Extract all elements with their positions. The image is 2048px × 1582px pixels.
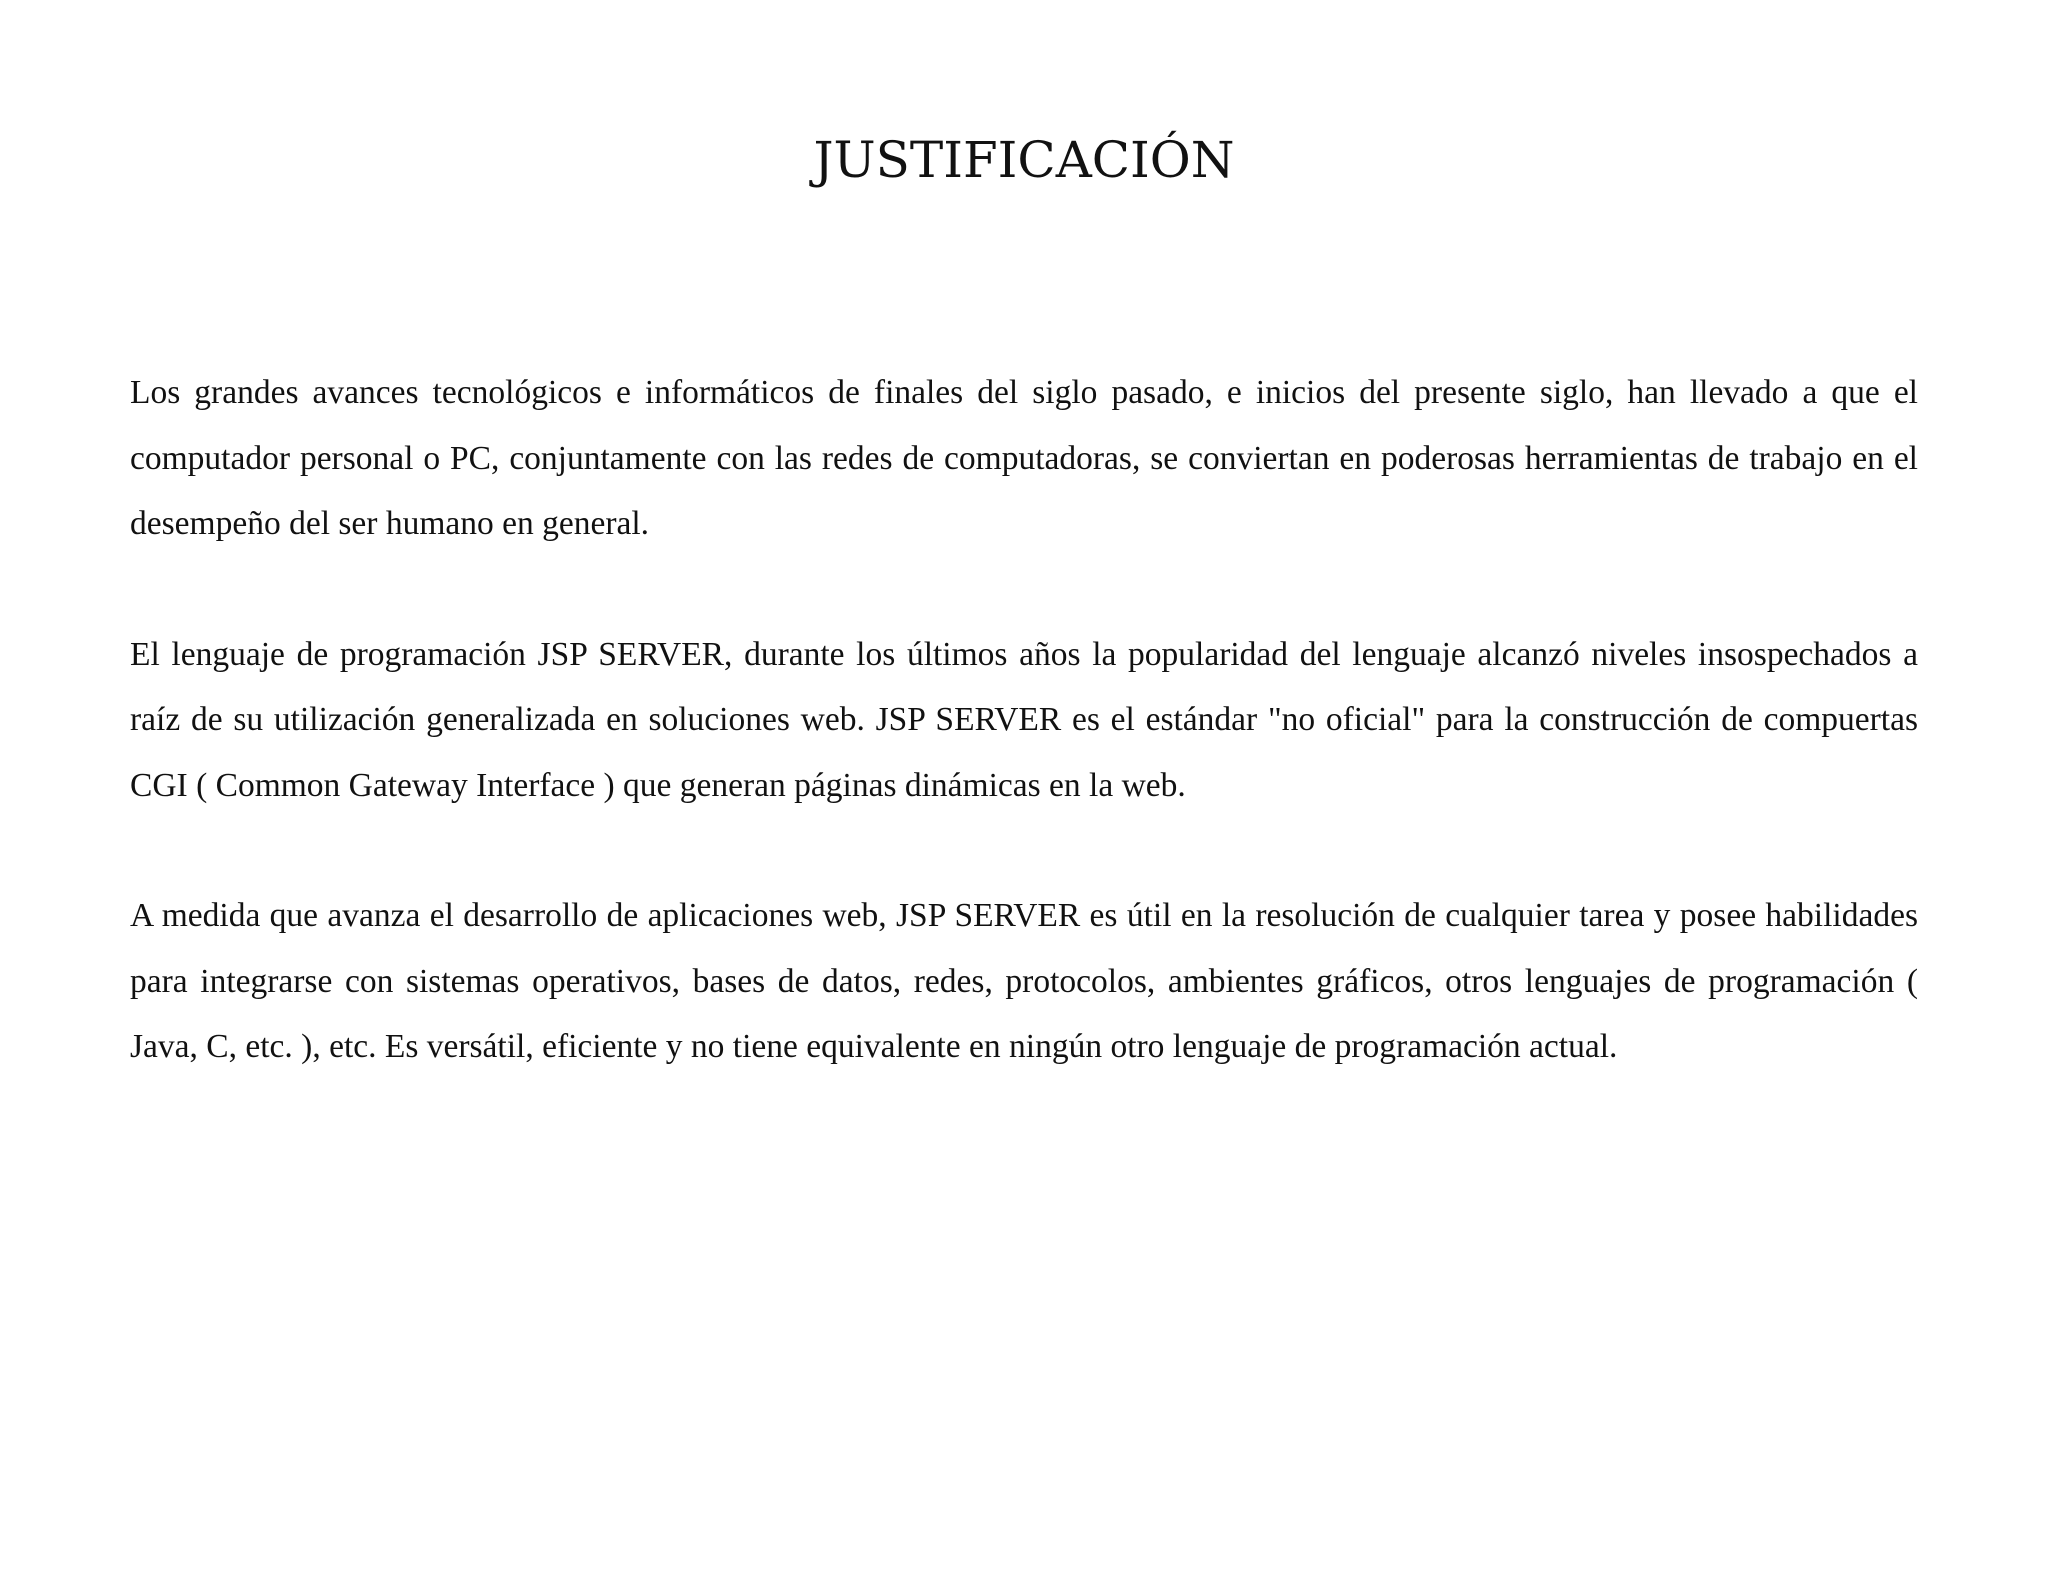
body-text [130,360,1918,1145]
page-title: JUSTIFICACIÓN [813,131,1235,189]
paragraph-2: El lenguaje de programación JSP SERVER, durante los últimos años la popularidad del lenguaje alcanzó niveles insospechados a raíz de su utilización generalizada en soluciones web. JSP SERVER es el estándar "no oficial" para la construcción de compuertas CGI ( Common Gateway Interface ) que generan páginas dinámicas en la web. [130,635,1918,804]
paragraph-1: Los grandes avances tecnológicos e informáticos de finales del siglo pasado, e inicios del presente siglo, han llevado a que el computador personal o PC, conjuntamente con las redes de computadoras, se conviertan en poderosas herramientas de trabajo en el desempeño del ser humano en general. [130,374,1918,542]
paragraph-3: A medida que avanza el desarrollo de aplicaciones web, JSP SERVER es útil en la resolución de cualquier tarea y posee habilidades para integrarse con sistemas operativos, bases de datos, redes, protocolos, ambientes gráficos, otros lenguajes de programación ( Java, C, etc. ), etc. Es versátil, eficiente y no tiene equivalente en ningún otro lenguaje de programación actual. [130,897,1918,1065]
